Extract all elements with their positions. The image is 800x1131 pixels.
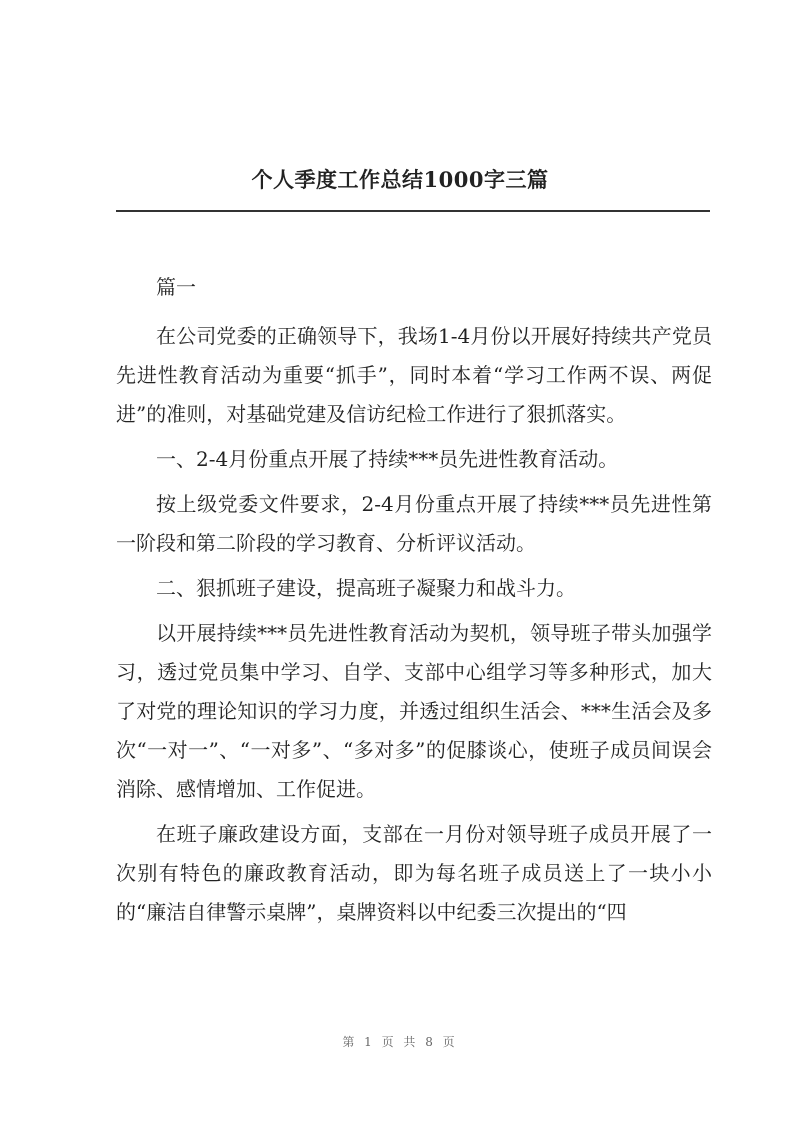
paragraph: 按上级党委文件要求，2-4月份重点开展了持续***员先进性第一阶段和第二阶段的学习教育、分析评议活动。 [116,492,712,555]
paragraph: 以开展持续***员先进性教育活动为契机，领导班子带头加强学习，透过党员集中学习、自学、支部中心组学习等多种形式，加大了对党的理论知识的学习力度，并透过组织生活会、***生活会及多次“一对一”、“一对多”、“多对多”的促膝谈心，使班子成员间误会消除、感情增加、工作促进。 [116,621,712,801]
document-title: 个人季度工作总结1000字三篇 [251,167,549,192]
paragraph: 在公司党委的正确领导下，我场1-4月份以开展好持续共产党员先进性教育活动为重要“抓手”，同时本着“学习工作两不误、两促进”的准则，对基础党建及信访纪检工作进行了狠抓落实。 [116,324,712,426]
section-heading: 篇一 [156,275,196,299]
document-body [116,268,712,938]
paragraph: 二、狠抓班子建设，提高班子凝聚力和战斗力。 [156,576,576,600]
paragraph: 在班子廉政建设方面，支部在一月份对领导班子成员开展了一次别有特色的廉政教育活动，即为每名班子成员送上了一块小小的“廉洁自律警示桌牌”，桌牌资料以中纪委三次提出的“四 [116,822,712,924]
title-divider [116,210,710,212]
paragraph: 一、2-4月份重点开展了持续***员先进性教育活动。 [156,447,619,471]
page-number-footer: 第 1 页 共 8 页 [342,1035,458,1049]
